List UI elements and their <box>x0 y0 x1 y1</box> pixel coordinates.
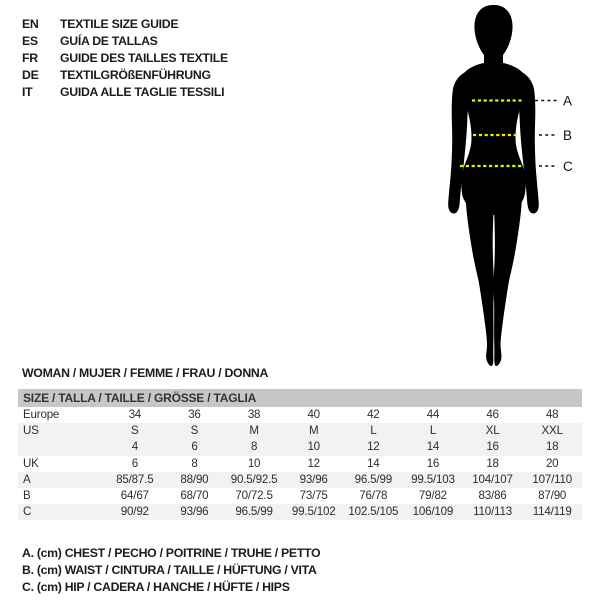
size-value-cell: 110/113 <box>473 505 512 519</box>
chest-label: A <box>563 93 573 109</box>
size-table-row <box>18 472 582 488</box>
size-value-cell: S <box>190 424 199 438</box>
size-value-cell: 14 <box>426 440 440 454</box>
size-value-cell: 114/119 <box>532 505 572 519</box>
language-row <box>22 67 228 84</box>
size-table-row <box>18 456 582 472</box>
size-value-cell: 93/96 <box>180 505 209 519</box>
legend-line-hip: C. (cm) HIP / CADERA / HANCHE / HÜFTE / HIPS <box>22 580 290 595</box>
size-value-cell: 107/110 <box>532 472 573 486</box>
size-value-cell: 83/86 <box>478 488 507 502</box>
row-label: US <box>23 424 39 438</box>
silhouette-torso <box>461 62 525 215</box>
size-value-cell: 73/75 <box>299 488 328 502</box>
size-value-cell: M <box>308 424 319 438</box>
language-row <box>22 15 228 32</box>
size-value-cell: L <box>370 424 377 438</box>
size-value-cell: 12 <box>367 440 380 454</box>
size-value-cell: 34 <box>128 408 142 421</box>
size-value-cell: 16 <box>486 440 499 454</box>
size-value-cell: 96.5/99 <box>354 472 392 486</box>
size-table-row <box>18 423 582 439</box>
size-value-cell: 8 <box>191 456 198 470</box>
size-table-row <box>18 407 582 423</box>
size-table-row <box>18 504 582 520</box>
size-value-cell: 99.5/102 <box>291 505 336 519</box>
size-value-cell: 12 <box>307 456 320 470</box>
size-value-cell: 10 <box>247 456 261 470</box>
size-value-cell: 70/72.5 <box>235 488 273 502</box>
size-value-cell: L <box>429 424 437 438</box>
legend-line-chest: A. (cm) CHEST / PECHO / POITRINE / TRUHE / PETTO <box>22 546 321 560</box>
size-value-cell: 90/92 <box>120 505 149 519</box>
size-value-cell: 85/87.5 <box>116 472 154 486</box>
size-value-cell: 36 <box>188 408 201 421</box>
language-label: GUIDA ALLE TAGLIE TESSILI <box>60 85 225 100</box>
woman-silhouette <box>448 5 539 366</box>
language-code: IT <box>22 85 33 100</box>
language-list <box>22 15 228 101</box>
table-group-title: WOMAN / MUJER / FEMME / FRAU / DONNA <box>22 366 269 380</box>
language-code: DE <box>22 68 39 83</box>
size-value-cell: 64/67 <box>120 488 149 502</box>
body-measurement-figure <box>400 0 600 380</box>
size-value-cell: 46 <box>486 408 499 421</box>
size-value-cell: 16 <box>426 456 440 470</box>
size-value-cell: M <box>249 424 259 438</box>
size-table-header: SIZE / TALLA / TAILLE / GRÖSSE / TAGLIA <box>18 389 582 407</box>
language-label: GUIDE DES TAILLES TEXTILE <box>60 50 228 65</box>
size-value-cell: 68/70 <box>180 488 209 502</box>
size-value-cell: 38 <box>247 408 261 421</box>
size-value-cell: 40 <box>307 408 320 421</box>
language-row <box>22 49 228 66</box>
size-value-cell: S <box>131 424 139 438</box>
language-code: ES <box>22 33 38 48</box>
row-label: Europe <box>23 408 60 421</box>
size-value-cell: 18 <box>486 456 499 470</box>
waist-label: B <box>563 128 573 143</box>
hip-label: C <box>563 159 573 174</box>
silhouette-left-leg <box>466 196 494 366</box>
size-value-cell: 6 <box>131 456 138 470</box>
size-value-cell: 20 <box>545 456 559 470</box>
size-value-cell: 79/82 <box>418 488 447 502</box>
size-value-cell: 10 <box>307 440 320 454</box>
size-value-cell: 106/109 <box>412 505 454 519</box>
size-value-cell: 99.5/103 <box>411 472 455 486</box>
size-value-cell: 8 <box>250 440 258 454</box>
language-code: EN <box>22 16 39 31</box>
size-value-cell: 93/96 <box>299 472 328 486</box>
measurement-legend <box>22 545 320 597</box>
row-label <box>18 439 105 455</box>
size-value-cell: 6 <box>191 440 198 454</box>
language-code: FR <box>22 50 38 65</box>
language-label: TEXTILGRÖßENFÜHRUNG <box>60 68 211 83</box>
size-value-cell: 90.5/92.5 <box>230 472 278 486</box>
size-table-row <box>18 488 582 504</box>
size-value-cell: 42 <box>367 408 380 421</box>
size-value-cell: 18 <box>545 440 559 454</box>
language-row <box>22 84 228 101</box>
size-table-body <box>18 407 582 520</box>
size-value-cell: 87/90 <box>538 488 567 502</box>
size-value-cell: XXL <box>541 424 563 438</box>
size-value-cell: 88/90 <box>180 472 209 486</box>
language-row <box>22 32 228 49</box>
size-value-cell: XL <box>485 424 500 438</box>
row-label: UK <box>23 456 39 470</box>
woman-silhouette-svg <box>400 0 600 380</box>
language-label: GUÍA DE TALLAS <box>60 33 158 48</box>
size-value-cell: 48 <box>545 408 559 421</box>
size-table-row <box>18 439 582 455</box>
size-value-cell: 14 <box>367 456 380 470</box>
row-label: C <box>23 505 32 519</box>
size-value-cell: 4 <box>131 440 138 454</box>
size-value-cell: 104/107 <box>472 472 513 486</box>
row-label: B <box>23 488 31 502</box>
size-value-cell: 96.5/99 <box>235 505 273 519</box>
silhouette-right-leg <box>494 196 522 366</box>
legend-line-waist: B. (cm) WAIST / CINTURA / TAILLE / HÜFTUNG / VITA <box>22 563 317 578</box>
row-label: A <box>23 472 31 486</box>
language-label: TEXTILE SIZE GUIDE <box>60 16 179 31</box>
size-value-cell: 44 <box>426 408 440 421</box>
size-value-cell: 76/78 <box>359 488 388 502</box>
size-table <box>18 389 582 520</box>
size-value-cell: 102.5/105 <box>348 505 399 519</box>
